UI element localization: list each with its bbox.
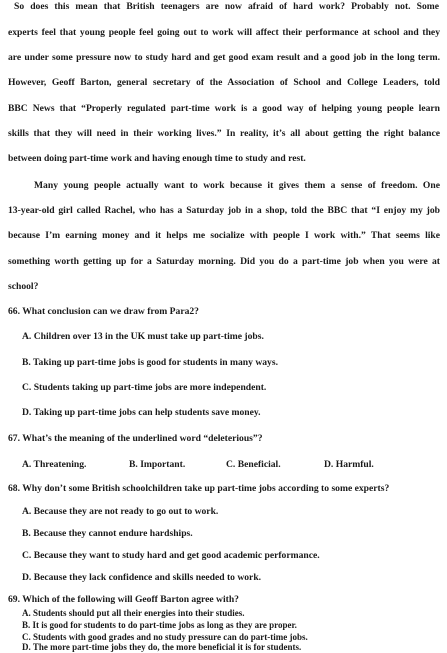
q68-option-b: B. Because they cannot endure hardships. — [22, 528, 193, 539]
paragraph-2-line: because I’m earning money and it helps me socialize with people I work with.” That seems like — [8, 230, 440, 241]
q67-option-c: C. Beneficial. — [226, 459, 281, 470]
q66-option-c: C. Students taking up part-time jobs are more independent. — [22, 382, 267, 393]
paragraph-1-line: So does this mean that British teenagers are now afraid of hard work? Probably not. Some — [14, 1, 439, 12]
q66-option-d: D. Taking up part-time jobs can help students save money. — [22, 407, 261, 418]
q69-option-b: B. It is good for students to do part-time jobs as long as they are proper. — [22, 620, 297, 630]
q68-option-d: D. Because they lack confidence and skills needed to work. — [22, 572, 262, 583]
paragraph-1-line: skills that they will need in their working lives.” In reality, it’s all about getting the right balance — [8, 128, 440, 139]
q66-option-a: A. Children over 13 in the UK must take up part-time jobs. — [22, 331, 264, 342]
q69-option-c: C. Students with good grades and no study pressure can do part-time jobs. — [22, 632, 308, 642]
q67-option-a: A. Threatening. — [22, 459, 87, 470]
paragraph-2-line: something worth getting up for a Saturday morning. Did you do a part-time job when you were at — [8, 256, 440, 267]
question-67: 67. What’s the meaning of the underlined word “deleterious”? — [8, 433, 263, 444]
paragraph-2-line: Many young people actually want to work because it gives them a sense of freedom. One — [34, 180, 440, 191]
question-68: 68. Why don’t some British schoolchildren take up part-time jobs according to some experts? — [8, 483, 390, 494]
q69-option-d: D. The more part-time jobs they do, the more beneficial it is for students. — [22, 642, 302, 652]
q66-option-b: B. Taking up part-time jobs is good for students in many ways. — [22, 357, 278, 368]
paragraph-1-line: are under some pressure now to study hard and get good exam result and a good job in the long term. — [8, 52, 440, 63]
paragraph-1-line: BBC News that “Properly regulated part-time work is a good way of helping young people learn — [8, 103, 440, 114]
q68-option-c: C. Because they want to study hard and get good academic performance. — [22, 550, 320, 561]
paragraph-1-line: However, Geoff Barton, general secretary of the Association of School and College Leaders, told — [8, 77, 440, 88]
q67-option-d: D. Harmful. — [324, 459, 374, 470]
q69-option-a: A. Students should put all their energies into their studies. — [22, 608, 245, 618]
question-69: 69. Which of the following will Geoff Barton agree with? — [8, 594, 239, 605]
paragraph-1-line: between doing part-time work and having enough time to study and rest. — [8, 153, 306, 164]
q67-option-b: B. Important. — [129, 459, 186, 470]
paragraph-1-line: experts feel that young people feel going out to work will affect their performance at school and they — [8, 27, 440, 38]
paragraph-2-line: school? — [8, 281, 39, 292]
paragraph-2-line: 13-year-old girl called Rachel, who has a Saturday job in a shop, told the BBC that “I enjoy my job — [8, 205, 440, 216]
question-66: 66. What conclusion can we draw from Para2? — [8, 306, 199, 317]
q68-option-a: A. Because they are not ready to go out to work. — [22, 506, 219, 517]
